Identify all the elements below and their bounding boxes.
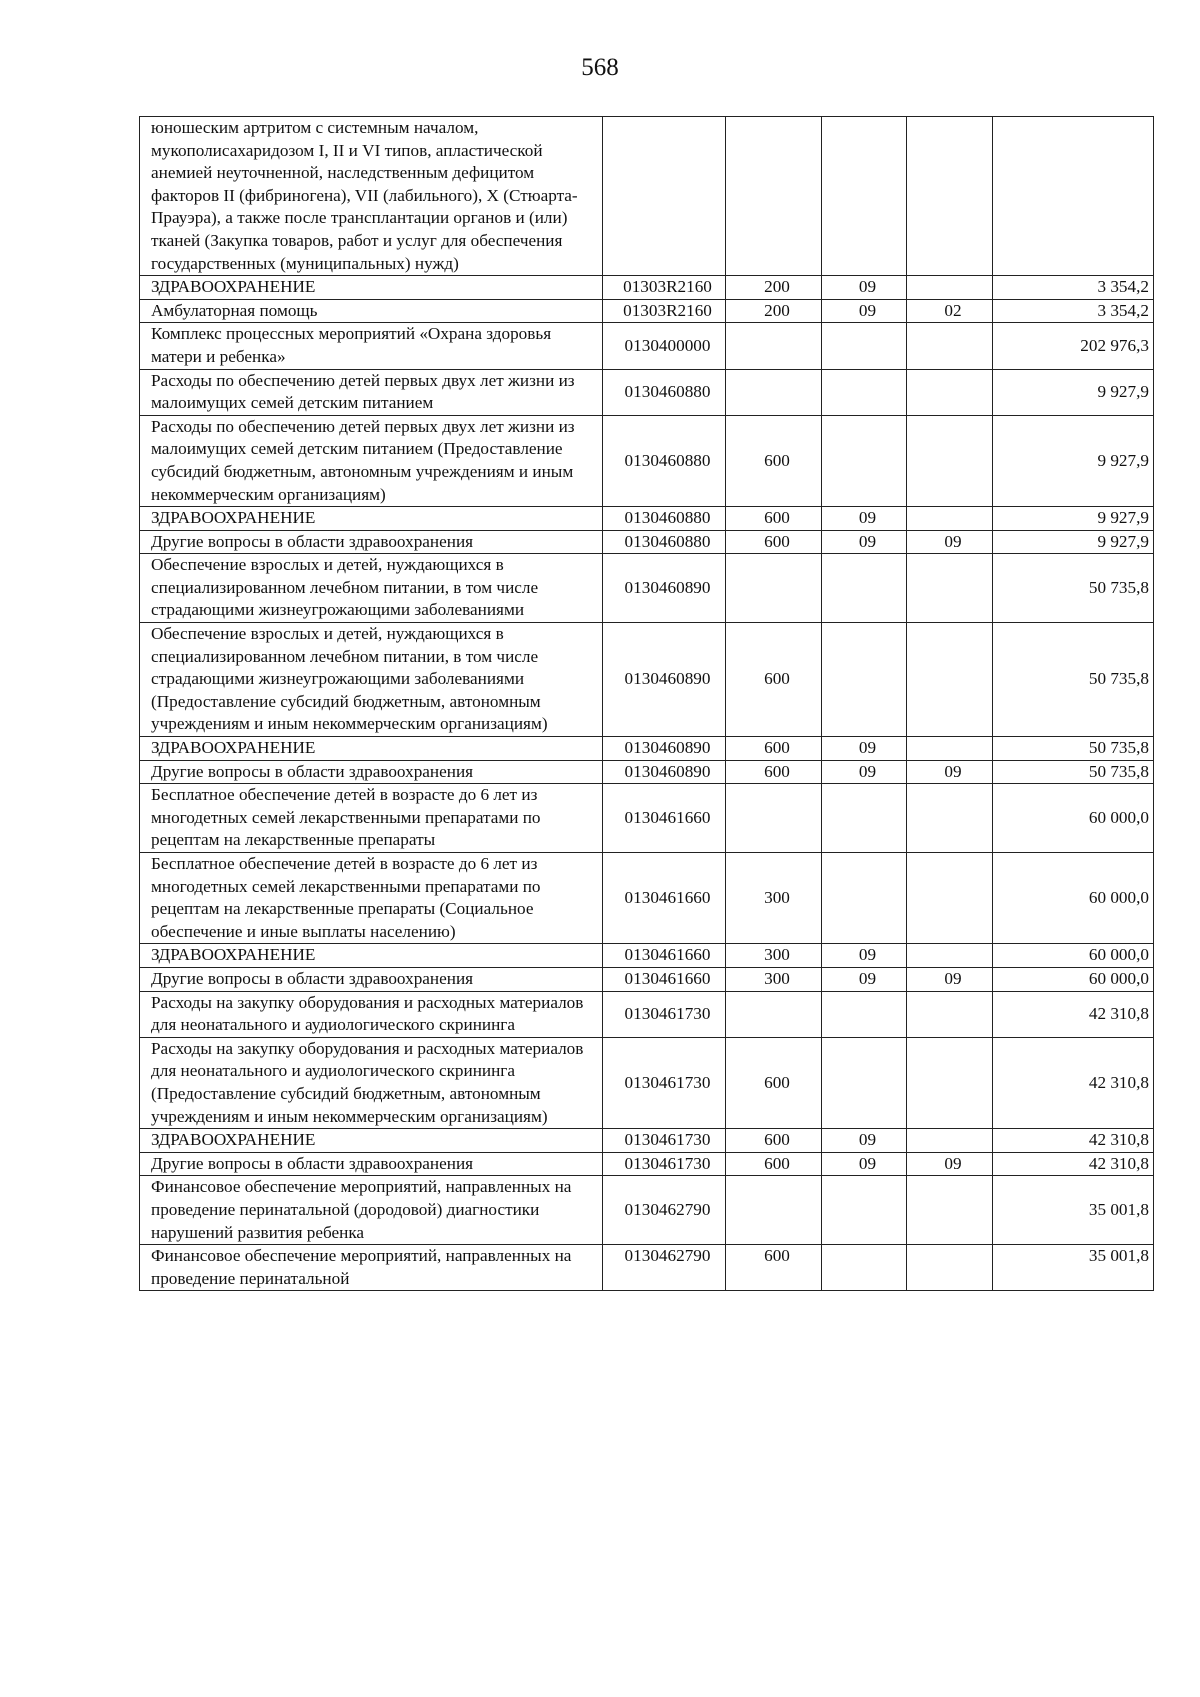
amount: 3 354,2: [993, 299, 1154, 323]
line-item-name: Другие вопросы в области здравоохранения: [140, 530, 603, 554]
target-article-code: 0130461660: [603, 853, 726, 944]
expense-type-code: [726, 554, 822, 623]
table-row: [140, 737, 1154, 761]
amount: 202 976,3: [993, 323, 1154, 369]
subsection-code: 02: [907, 299, 993, 323]
target-article-code: 0130460890: [603, 554, 726, 623]
section-code: [822, 623, 907, 737]
expense-type-code: 200: [726, 299, 822, 323]
table-row: [140, 1152, 1154, 1176]
target-article-code: 01303R2160: [603, 276, 726, 300]
target-article-code: 0130461660: [603, 967, 726, 991]
expense-type-code: 600: [726, 1245, 822, 1291]
subsection-code: [907, 415, 993, 506]
line-item-name: Расходы на закупку оборудования и расходных материалов для неонатального и аудиологического скрининга: [140, 991, 603, 1037]
line-item-name: Другие вопросы в области здравоохранения: [140, 760, 603, 784]
subsection-code: [907, 1037, 993, 1128]
section-code: 09: [822, 299, 907, 323]
line-item-name: Комплекс процессных мероприятий «Охрана здоровья матери и ребенка»: [140, 323, 603, 369]
section-code: 09: [822, 530, 907, 554]
subsection-code: 09: [907, 967, 993, 991]
expense-type-code: 600: [726, 415, 822, 506]
table-row: [140, 1037, 1154, 1128]
expense-type-code: 600: [726, 1152, 822, 1176]
section-code: 09: [822, 760, 907, 784]
line-item-name: Финансовое обеспечение мероприятий, направленных на проведение перинатальной (дородовой) диагностики нарушений развития ребенка: [140, 1176, 603, 1245]
expense-type-code: 600: [726, 760, 822, 784]
section-code: 09: [822, 1152, 907, 1176]
target-article-code: 0130461660: [603, 944, 726, 968]
amount: 3 354,2: [993, 276, 1154, 300]
table-row: [140, 415, 1154, 506]
subsection-code: [907, 369, 993, 415]
target-article-code: 01303R2160: [603, 299, 726, 323]
subsection-code: 09: [907, 760, 993, 784]
subsection-code: 09: [907, 530, 993, 554]
table-row: [140, 991, 1154, 1037]
line-item-name: Финансовое обеспечение мероприятий, направленных на проведение перинатальной: [140, 1245, 603, 1291]
section-code: [822, 1037, 907, 1128]
amount: 9 927,9: [993, 369, 1154, 415]
expense-type-code: [726, 369, 822, 415]
subsection-code: [907, 1129, 993, 1153]
subsection-code: [907, 784, 993, 853]
amount: [993, 117, 1154, 276]
expense-type-code: 200: [726, 276, 822, 300]
line-item-name: Обеспечение взрослых и детей, нуждающихся в специализированном лечебном питании, в том числе страдающими жизнеугрожающими заболеваниями (Предоставление субсидий бюджетным, автономным учреждениям и иным некоммерческим организациям): [140, 623, 603, 737]
section-code: 09: [822, 967, 907, 991]
table-row: [140, 760, 1154, 784]
subsection-code: [907, 323, 993, 369]
amount: 42 310,8: [993, 991, 1154, 1037]
target-article-code: 0130461730: [603, 1152, 726, 1176]
expense-type-code: [726, 117, 822, 276]
target-article-code: 0130400000: [603, 323, 726, 369]
table-row: [140, 944, 1154, 968]
amount: 42 310,8: [993, 1037, 1154, 1128]
subsection-code: [907, 944, 993, 968]
amount: 60 000,0: [993, 784, 1154, 853]
subsection-code: [907, 117, 993, 276]
amount: 60 000,0: [993, 967, 1154, 991]
line-item-name: юношеским артритом с системным началом, мукополисахаридозом I, II и VI типов, апластической анемией неуточненной, наследственным дефицитом факторов II (фибриногена), VII (лабильного), X (Стюарта-Прауэра), а также после трансплантации органов и (или) тканей (Закупка товаров, работ и услуг для обеспечения государственных (муниципальных) нужд): [140, 117, 603, 276]
section-code: [822, 415, 907, 506]
amount: 35 001,8: [993, 1176, 1154, 1245]
table-row: [140, 853, 1154, 944]
line-item-name: Расходы по обеспечению детей первых двух лет жизни из малоимущих семей детским питанием (Предоставление субсидий бюджетным, автономным учреждениям и иным некоммерческим организациям): [140, 415, 603, 506]
table-row: [140, 530, 1154, 554]
line-item-name: Расходы по обеспечению детей первых двух лет жизни из малоимущих семей детским питанием: [140, 369, 603, 415]
table-row: [140, 299, 1154, 323]
subsection-code: [907, 554, 993, 623]
target-article-code: 0130462790: [603, 1176, 726, 1245]
section-code: [822, 853, 907, 944]
subsection-code: 09: [907, 1152, 993, 1176]
target-article-code: 0130460880: [603, 507, 726, 531]
section-code: 09: [822, 276, 907, 300]
budget-table-body: [140, 117, 1154, 1291]
section-code: 09: [822, 507, 907, 531]
table-row: [140, 967, 1154, 991]
amount: 9 927,9: [993, 507, 1154, 531]
line-item-name: Другие вопросы в области здравоохранения: [140, 967, 603, 991]
section-code: [822, 554, 907, 623]
amount: 42 310,8: [993, 1129, 1154, 1153]
subsection-code: [907, 853, 993, 944]
table-row: [140, 554, 1154, 623]
section-code: [822, 1176, 907, 1245]
amount: 9 927,9: [993, 415, 1154, 506]
table-row: [140, 276, 1154, 300]
section-code: 09: [822, 944, 907, 968]
line-item-name: Другие вопросы в области здравоохранения: [140, 1152, 603, 1176]
amount: 60 000,0: [993, 944, 1154, 968]
subsection-code: [907, 623, 993, 737]
table-row: [140, 1176, 1154, 1245]
table-row: [140, 1245, 1154, 1291]
line-item-name: ЗДРАВООХРАНЕНИЕ: [140, 507, 603, 531]
line-item-name: Обеспечение взрослых и детей, нуждающихся в специализированном лечебном питании, в том числе страдающими жизнеугрожающими заболеваниями: [140, 554, 603, 623]
expense-type-code: [726, 1176, 822, 1245]
target-article-code: [603, 117, 726, 276]
expense-type-code: 600: [726, 737, 822, 761]
line-item-name: Расходы на закупку оборудования и расходных материалов для неонатального и аудиологического скрининга (Предоставление субсидий бюджетным, автономным учреждениям и иным некоммерческим организациям): [140, 1037, 603, 1128]
section-code: 09: [822, 1129, 907, 1153]
section-code: [822, 323, 907, 369]
section-code: [822, 1245, 907, 1291]
expense-type-code: 600: [726, 623, 822, 737]
target-article-code: 0130461660: [603, 784, 726, 853]
expense-type-code: 300: [726, 944, 822, 968]
line-item-name: Бесплатное обеспечение детей в возрасте до 6 лет из многодетных семей лекарственными препаратами по рецептам на лекарственные препараты: [140, 784, 603, 853]
section-code: 09: [822, 737, 907, 761]
target-article-code: 0130460890: [603, 737, 726, 761]
expense-type-code: 600: [726, 507, 822, 531]
line-item-name: Амбулаторная помощь: [140, 299, 603, 323]
target-article-code: 0130462790: [603, 1245, 726, 1291]
table-row: [140, 369, 1154, 415]
section-code: [822, 369, 907, 415]
expense-type-code: [726, 784, 822, 853]
section-code: [822, 784, 907, 853]
amount: 50 735,8: [993, 737, 1154, 761]
expense-type-code: [726, 991, 822, 1037]
target-article-code: 0130460890: [603, 623, 726, 737]
subsection-code: [907, 1176, 993, 1245]
target-article-code: 0130461730: [603, 1037, 726, 1128]
table-row: [140, 784, 1154, 853]
table-row: [140, 323, 1154, 369]
amount: 60 000,0: [993, 853, 1154, 944]
table-row: [140, 117, 1154, 276]
line-item-name: Бесплатное обеспечение детей в возрасте до 6 лет из многодетных семей лекарственными препаратами по рецептам на лекарственные препараты (Социальное обеспечение и иные выплаты населению): [140, 853, 603, 944]
target-article-code: 0130460880: [603, 530, 726, 554]
line-item-name: ЗДРАВООХРАНЕНИЕ: [140, 944, 603, 968]
subsection-code: [907, 991, 993, 1037]
section-code: [822, 117, 907, 276]
section-code: [822, 991, 907, 1037]
amount: 9 927,9: [993, 530, 1154, 554]
expense-type-code: 600: [726, 530, 822, 554]
target-article-code: 0130460880: [603, 415, 726, 506]
table-row: [140, 623, 1154, 737]
page-number: 568: [581, 54, 619, 81]
table-row: [140, 1129, 1154, 1153]
expense-type-code: 300: [726, 967, 822, 991]
amount: 42 310,8: [993, 1152, 1154, 1176]
amount: 50 735,8: [993, 760, 1154, 784]
amount: 50 735,8: [993, 554, 1154, 623]
target-article-code: 0130461730: [603, 1129, 726, 1153]
line-item-name: ЗДРАВООХРАНЕНИЕ: [140, 1129, 603, 1153]
expense-type-code: 600: [726, 1129, 822, 1153]
amount: 50 735,8: [993, 623, 1154, 737]
subsection-code: [907, 276, 993, 300]
target-article-code: 0130460880: [603, 369, 726, 415]
line-item-name: ЗДРАВООХРАНЕНИЕ: [140, 276, 603, 300]
target-article-code: 0130460890: [603, 760, 726, 784]
expense-type-code: 300: [726, 853, 822, 944]
target-article-code: 0130461730: [603, 991, 726, 1037]
subsection-code: [907, 1245, 993, 1291]
subsection-code: [907, 737, 993, 761]
table-row: [140, 507, 1154, 531]
amount: 35 001,8: [993, 1245, 1154, 1291]
expense-type-code: [726, 323, 822, 369]
subsection-code: [907, 507, 993, 531]
budget-table: [139, 116, 1154, 1291]
expense-type-code: 600: [726, 1037, 822, 1128]
line-item-name: ЗДРАВООХРАНЕНИЕ: [140, 737, 603, 761]
